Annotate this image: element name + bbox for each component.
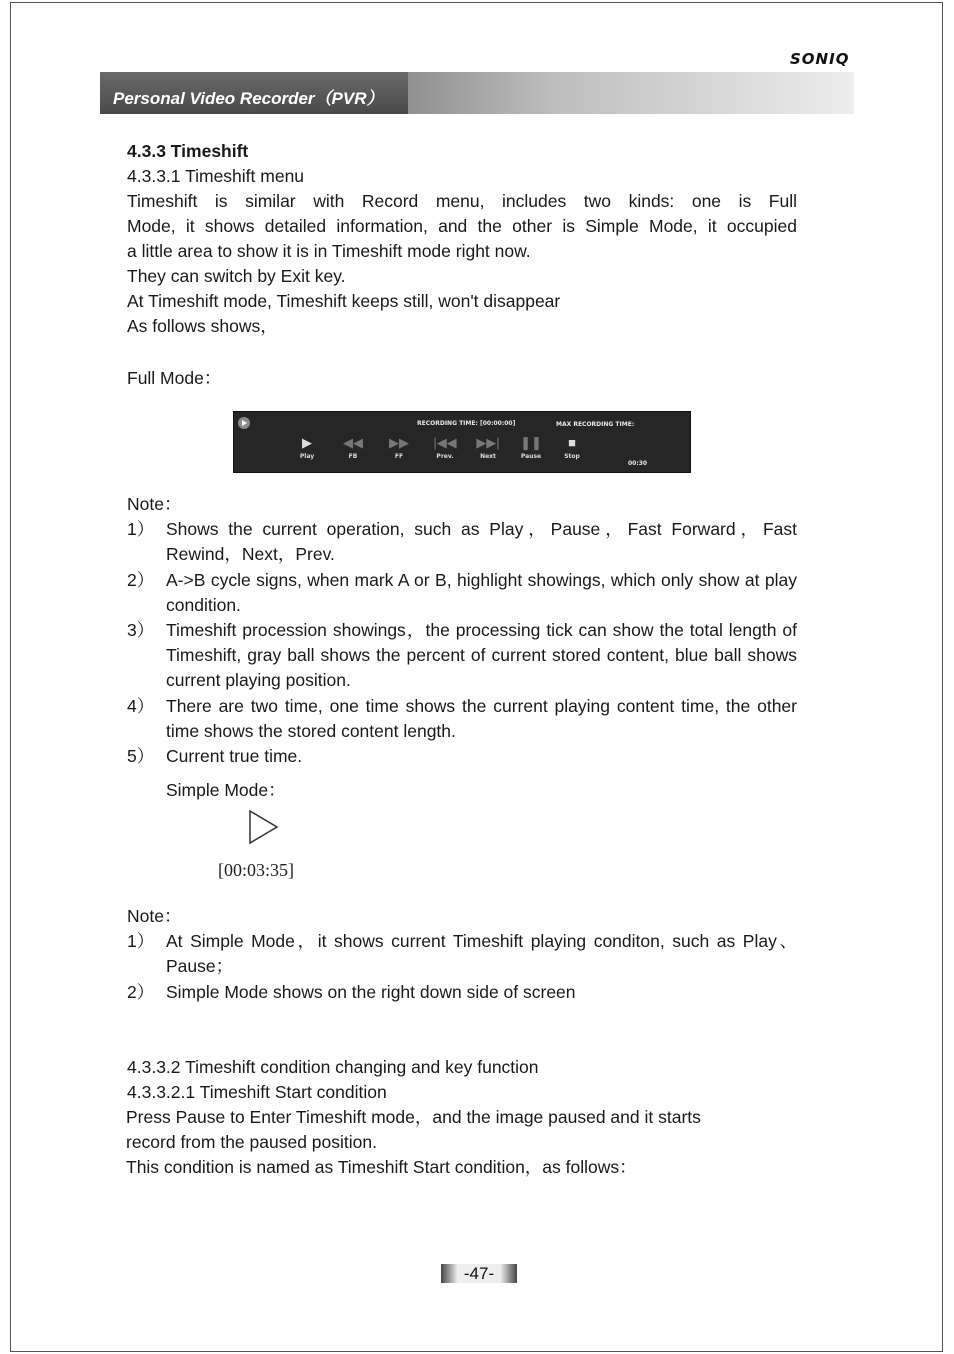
stop-label: Stop	[564, 453, 580, 460]
max-recording-label: MAX RECORDING TIME:	[556, 421, 635, 428]
next-label: Next	[480, 453, 496, 460]
note1-item-3: Timeshift procession showings，the processing tick can show the total length of Timeshift, gray ball shows the percent of current stored content, blue ball shows current playing position.	[166, 620, 797, 690]
pause-button[interactable]	[511, 436, 551, 466]
simple-mode-label: Simple Mode：	[166, 780, 286, 800]
simple-mode-play-icon	[247, 809, 281, 845]
note1-item-1-number: 1）	[127, 519, 155, 539]
full-mode-label: Full Mode：	[127, 368, 222, 388]
full-mode-player-bar	[233, 411, 691, 473]
note1-title: Note：	[127, 494, 182, 514]
recording-time-label: RECORDING TIME: [00:00:00]	[417, 420, 516, 427]
note2-item-1: At Simple Mode，it shows current Timeshift playing conditon, such as Play、Pause；	[166, 931, 797, 976]
note1-item-3-number: 3）	[127, 620, 155, 640]
section2-line-3: This condition is named as Timeshift Start condition，as follows：	[126, 1157, 637, 1177]
still-line: At Timeshift mode, Timeshift keeps still, won't disappear	[127, 291, 561, 311]
ff-button[interactable]	[379, 436, 419, 466]
note1-item-2: A->B cycle signs, when mark A or B, highlight showings, which only show at play condition.	[166, 570, 797, 615]
fb-button[interactable]	[333, 436, 373, 466]
play-label: Play	[299, 453, 315, 460]
note2-item-2-number: 2）	[127, 982, 155, 1002]
fast-backward-icon: ◀◀	[343, 435, 363, 450]
brand-logo: SONIQ	[790, 50, 850, 68]
section-heading: 4.3.3 Timeshift	[127, 141, 249, 161]
note1-item-2-number: 2）	[127, 570, 155, 590]
ff-label: FF	[394, 453, 404, 460]
fast-forward-icon: ▶▶	[389, 435, 409, 450]
fb-label: FB	[348, 453, 358, 460]
intro-line-3: a little area to show it is in Timeshift mode right now.	[127, 241, 531, 261]
intro-line-1: Timeshift is similar with Record menu, includes two kinds: one is Full	[127, 191, 797, 211]
play-button[interactable]	[287, 436, 327, 466]
prev-button[interactable]	[425, 436, 465, 466]
simple-mode-time: [00:03:35]	[218, 860, 294, 880]
header-title: Personal Video Recorder（PVR）	[113, 89, 384, 108]
play-icon: ▶	[302, 435, 312, 450]
page-number: -47-	[441, 1264, 517, 1283]
prev-label: Prev.	[436, 453, 454, 460]
stop-button[interactable]	[552, 436, 592, 466]
note2-item-1-number: 1）	[127, 931, 155, 951]
note1-item-1: Shows the current operation, such as Play，Pause，Fast Forward，Fast Rewind，Next，Prev.	[166, 519, 797, 564]
section2-heading: 4.3.3.2 Timeshift condition changing and key function	[127, 1057, 539, 1077]
stop-icon: ■	[568, 435, 576, 450]
intro-line-2: Mode, it shows detailed information, and the other is Simple Mode, it occupied	[127, 216, 797, 236]
status-play-icon	[238, 417, 250, 429]
note1-item-5: Current true time.	[166, 746, 303, 766]
previous-icon: |◀◀	[433, 435, 457, 450]
note1-item-4: There are two time, one time shows the current playing content time, the other time shows the stored content length.	[166, 696, 797, 741]
next-icon: ▶▶|	[476, 435, 500, 450]
pause-icon: ❚❚	[520, 435, 542, 450]
next-button[interactable]	[468, 436, 508, 466]
note2-item-2: Simple Mode shows on the right down side of screen	[166, 982, 576, 1002]
note1-item-5-number: 5）	[127, 746, 155, 766]
note2-title: Note：	[127, 906, 182, 926]
section2-line-2: record from the paused position.	[126, 1132, 377, 1152]
player-clock: 00:30	[628, 460, 648, 467]
follows-line: As follows shows，	[127, 316, 278, 336]
note1-item-4-number: 4）	[127, 696, 155, 716]
section-subheading: 4.3.3.1 Timeshift menu	[127, 166, 305, 186]
section2-subheading: 4.3.3.2.1 Timeshift Start condition	[127, 1082, 387, 1102]
section2-line-1: Press Pause to Enter Timeshift mode，and the image paused and it starts	[126, 1107, 701, 1127]
pause-label: Pause	[520, 453, 542, 460]
switch-line: They can switch by Exit key.	[127, 266, 346, 286]
